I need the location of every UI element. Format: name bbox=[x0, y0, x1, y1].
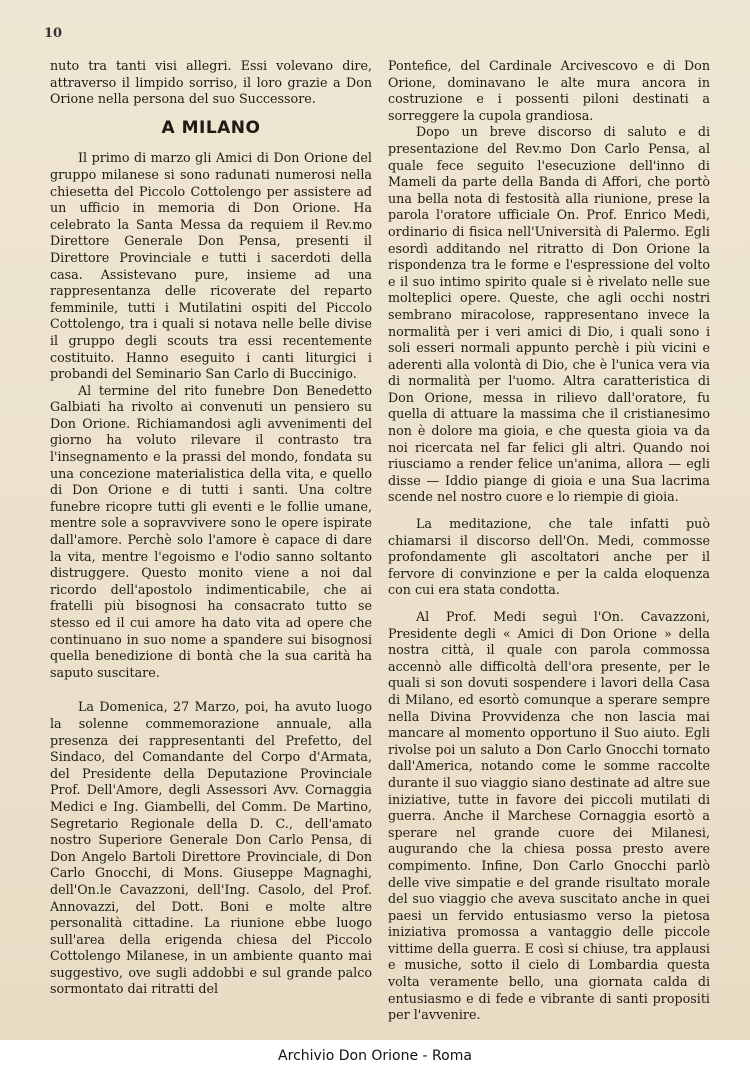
page-number: 10 bbox=[44, 26, 63, 41]
paragraph: Al Prof. Medi seguì l'On. Cavazzoni, Presidente degli « Amici di Don Orione » della nostra città, il quale con parola commossa accennò alle difficoltà dell'ora presente, per le quali si son dovuti sospendere i lavori della Casa di Milano, ed esortò comunque a sperare sempre nella Divina Provvidenza che non lascia mai mancare al momento opportuno il Suo aiuto. Egli rivolse poi un saluto a Don Carlo Gnocchi tornato dall'America, notando come le somme raccolte durante il suo viaggio siano destinate ad altre sue iniziative, tutte in favore dei piccoli mutilati di guerra. Anche il Marchese Cornaggia esortò a sperare nel grande cuore dei Milanesi, augurando che la chiesa possa presto avere compimento. Infine, Don Carlo Gnocchi parlò delle vive simpatie e del grande risultato morale del suo viaggio che aveva suscitato anche in quei paesi un fervido entusiasmo verso la pietosa iniziativa promossa a vantaggio delle piccole vittime della guerra. E così si chiuse, tra applausi e musiche, sotto il cielo di Lombardia questa volta veramente bello, una giornata calda di entusiasmo e di fede e vibrante di santi propositi per l'avvenire. bbox=[388, 609, 710, 1023]
paragraph: Il primo di marzo gli Amici di Don Orione del gruppo milanese si sono radunati numerosi nella chiesetta del Piccolo Cottolengo per assistere ad un ufficio in memoria di Don Orione. Ha celebrato la Santa Messa da requiem il Rev.mo Direttore Generale Don Pensa, presenti il Direttore Provinciale e tutti i sacerdoti della casa. Assistevano pure, insieme ad una rappresentanza delle ricoverate del reparto femminile, tutti i Mutilatini ospiti del Piccolo Cottolengo, tra i quali si notava nelle belle divise il gruppo degli scouts tra essi recentemente costituito. Hanno eseguito i canti liturgici i probandi del Seminario San Carlo di Buccinigo. bbox=[50, 150, 372, 382]
left-column bbox=[50, 58, 372, 998]
section-heading: A MILANO bbox=[161, 117, 261, 138]
archive-footer: Archivio Don Orione - Roma bbox=[0, 1040, 750, 1073]
paragraph: Al termine del rito funebre Don Benedetto Galbiati ha rivolto ai convenuti un pensiero su Don Orione. Richiamandosi agli avvenimenti del giorno ha voluto rilevare il contrasto tra l'insegnamento e la prassi del mondo, fondata su una concezione materialistica della vita, e quello di Don Orione e di tutti i santi. Una coltre funebre ricopre tutti gli eventi e le follie umane, mentre sole a sopravvivere sono le opere ispirate dall'amore. Perchè solo l'amore è capace di dare la vita, mentre l'egoismo e l'odio sanno soltanto distruggere. Questo monito viene a noi dal ricordo dell'apostolo indimenticabile, che ai fratelli più bisognosi ha consacrato tutto se stesso ed il cui amore ha dato vita ad opere che continuano in suo nome a spandere sui bisognosi quella benedizione di bontà che la sua carità ha saputo suscitare. bbox=[50, 382, 372, 680]
paragraph: La meditazione, che tale infatti può chiamarsi il discorso dell'On. Medi, commosse profondamente gli ascoltatori anche per il fervore di convinzione e per la calda eloquenza con cui era stata condotta. bbox=[388, 516, 710, 598]
paragraph-continuation: Pontefice, del Cardinale Arcivescovo e di Don Orione, dominavano le alte mura ancora in costruzione e i possenti piloni destinati a sorreggere la cupola grandiosa. bbox=[388, 58, 710, 123]
paragraph: La Domenica, 27 Marzo, poi, ha avuto luogo la solenne commemorazione annuale, alla presenza dei rappresentanti del Prefetto, del Sindaco, del Comandante del Corpo d'Armata, del Presidente della Deputazione Provinciale Prof. Dell'Amore, degli Assessori Avv. Cornaggia Medici e Ing. Giambelli, del Comm. De Martino, Segretario Regionale della D. C., dell'amato nostro Superiore Generale Don Carlo Pensa, di Don Angelo Bartoli Direttore Provinciale, di Don Carlo Gnocchi, di Mons. Giuseppe Magnaghi, dell'On.le Cavazzoni, dell'Ing. Casolo, del Prof. Annovazzi, del Dott. Boni e molte altre personalità cittadine. La riunione ebbe luogo sull'area della erigenda chiesa del Piccolo Cottolengo Milanese, in un ambiente quanto mai suggestivo, ove sugli addobbi e sul grande palco sormontato dai ritratti del bbox=[50, 699, 372, 997]
paragraph-continuation: nuto tra tanti visi allegri. Essi volevano dire, attraverso il limpido sorriso, il loro grazie a Don Orione nella persona del suo Successore. bbox=[50, 58, 372, 107]
right-column bbox=[388, 58, 710, 1024]
paragraph: Dopo un breve discorso di saluto e di presentazione del Rev.mo Don Carlo Pensa, al quale fece seguito l'esecuzione dell'inno di Mameli da parte della Banda di Affori, che portò una bella nota di festosità alla riunione, prese la parola l'oratore ufficiale On. Prof. Enrico Medi, ordinario di fisica nell'Università di Palermo. Egli esordì additando nel ritratto di Don Orione la rispondenza tra le forme e l'espressione del volto e il suo intimo spirito quale si è rivelato nelle sue molteplici opere. Queste, che agli occhi nostri sembrano miracolose, rappresentano invece la normalità per i veri amici di Dio, i quali sono i soli esseri normali appunto perchè i più vicini e aderenti alla volontà di Dio, che è l'unica vera via di normalità per l'uomo. Altra caratteristica di Don Orione, messa in rilievo dall'oratore, fu quella di attuare la massima che il cristianesimo non è dolore ma gioia, e che questa gioia va da noi ricercata nel far felici gli altri. Quando noi riusciamo a render felice un'anima, allora — egli disse — Iddio piange di gioia e una Sua lacrima scende nel nostro cuore e lo riempie di gioia. bbox=[388, 124, 710, 505]
